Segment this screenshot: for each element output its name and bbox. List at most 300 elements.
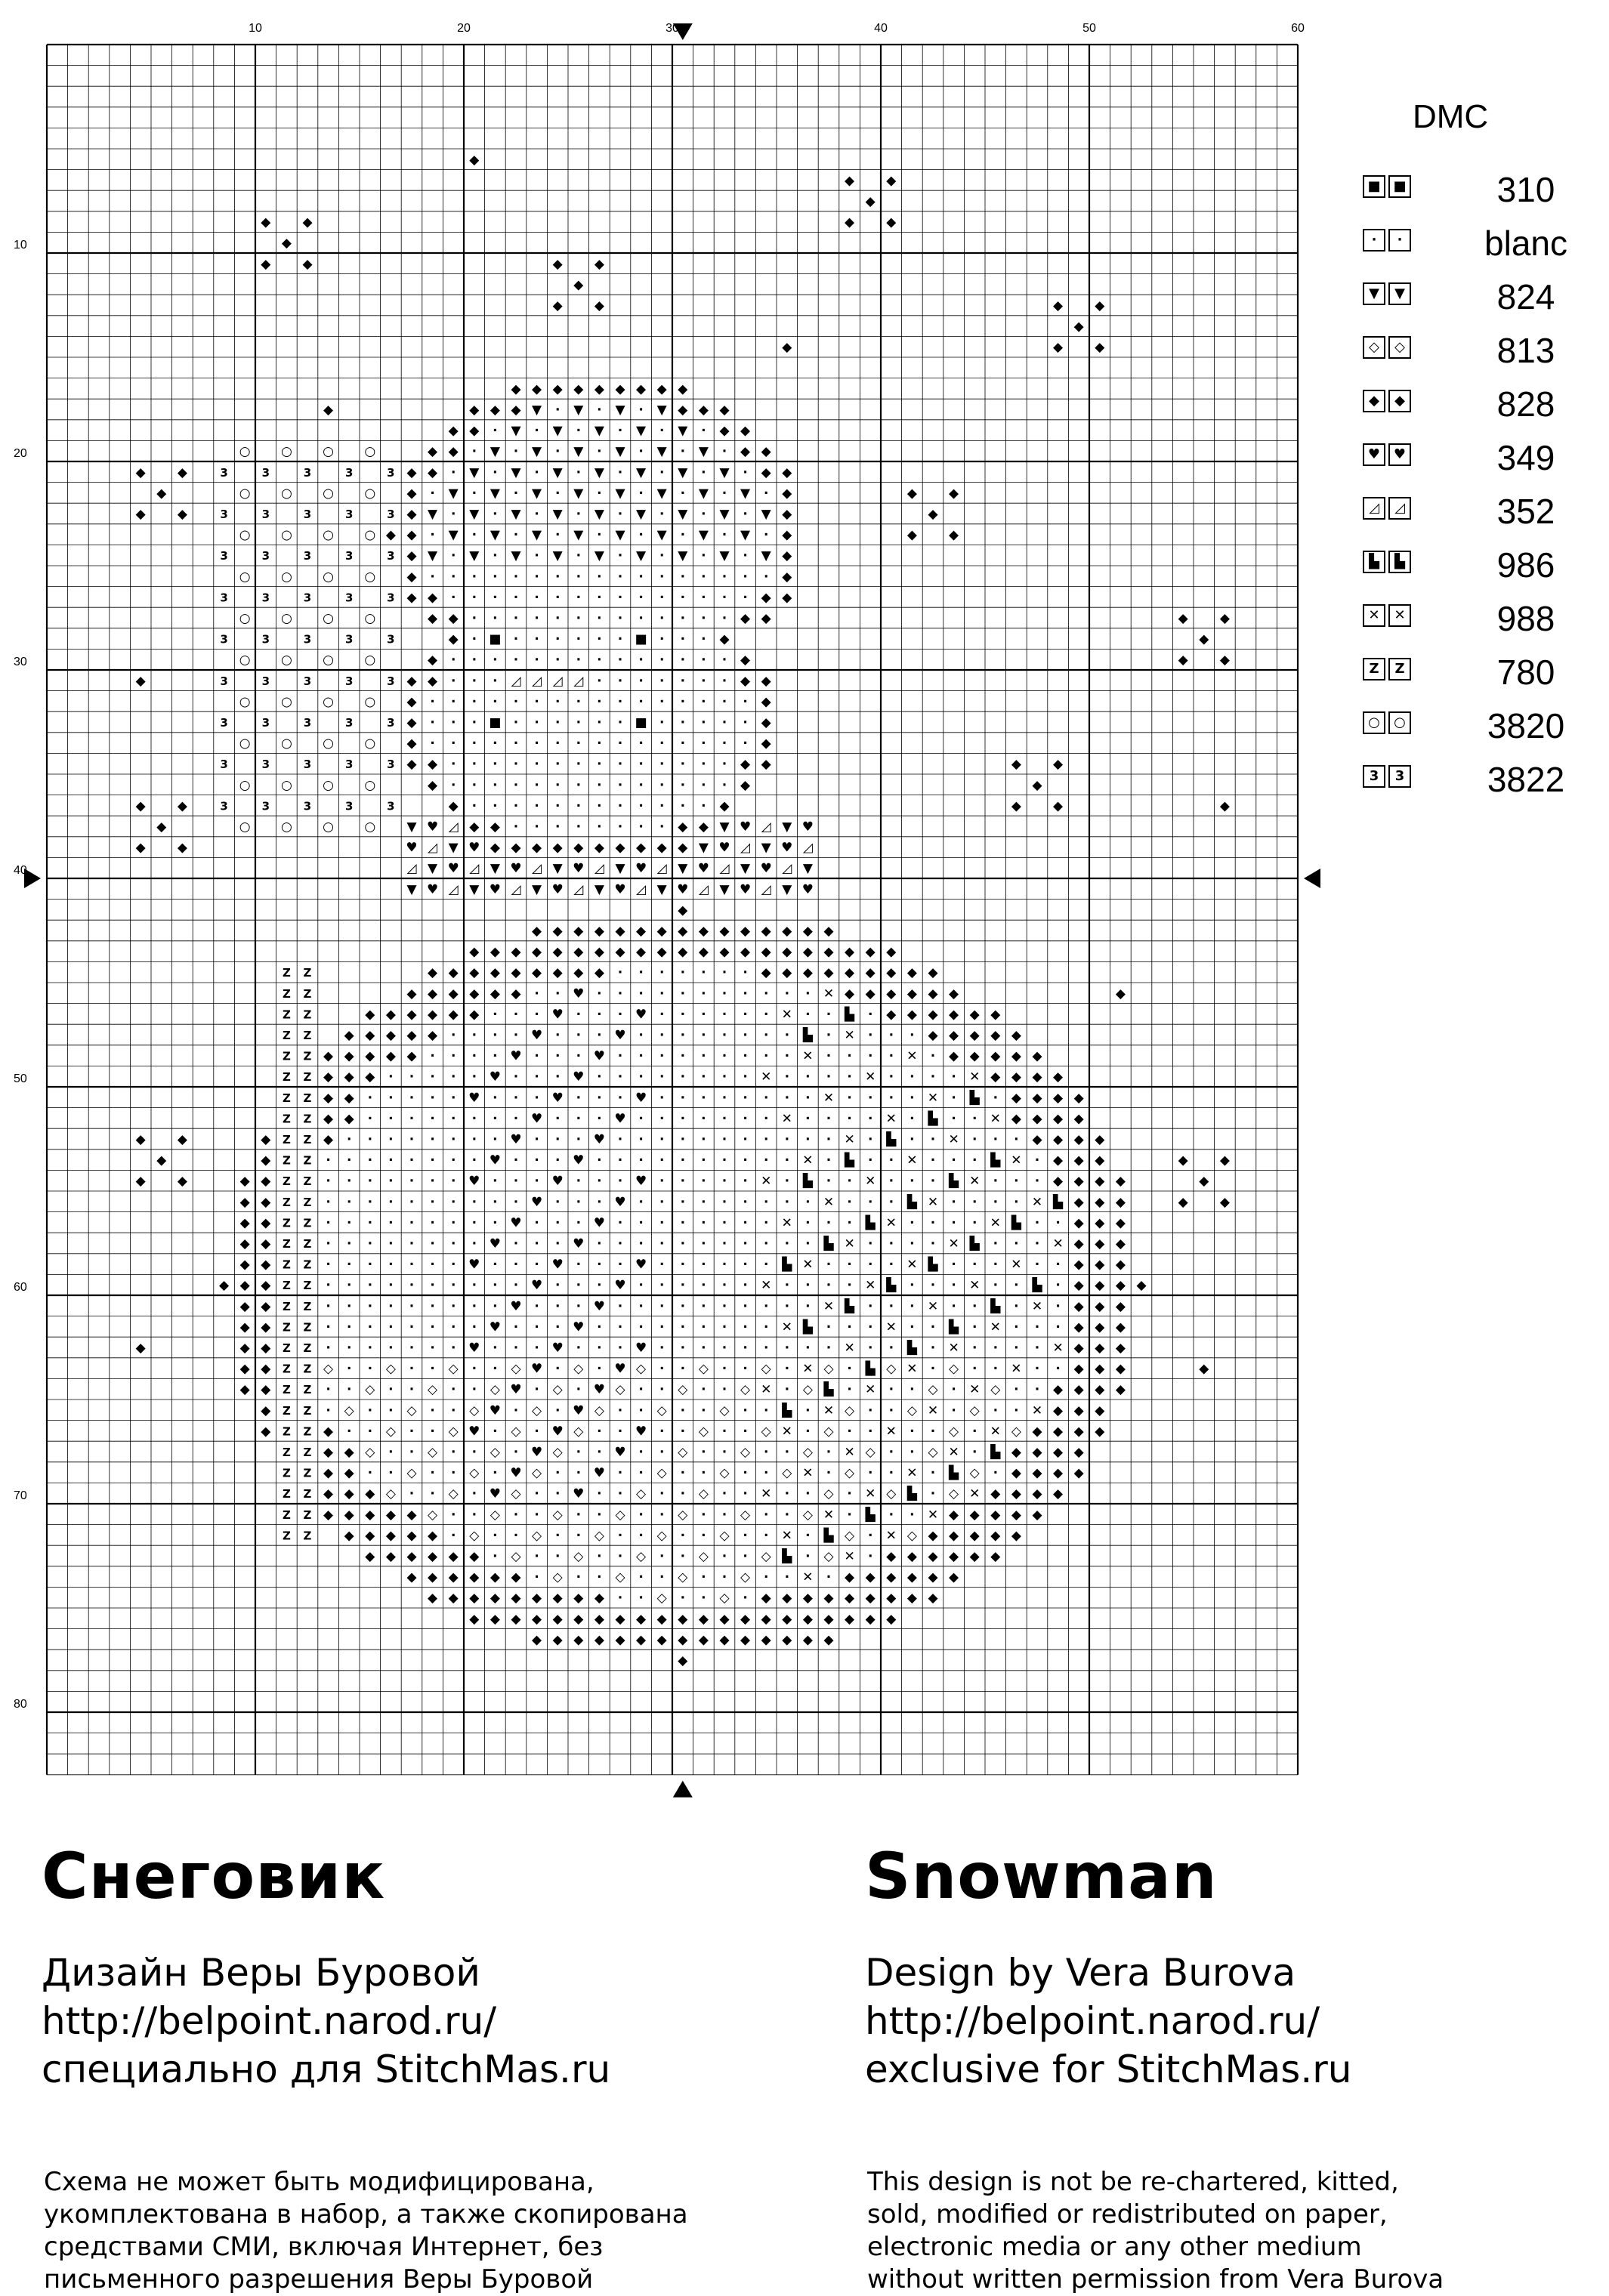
stitch-symbol: ◆ bbox=[886, 1611, 897, 1627]
stitch-symbol: ✕ bbox=[781, 1424, 792, 1440]
stitch-symbol: · bbox=[784, 1194, 790, 1210]
stitch-symbol: · bbox=[576, 653, 582, 668]
stitch-symbol: ◆ bbox=[573, 277, 584, 293]
stitch-symbol: · bbox=[367, 1215, 373, 1231]
stitch-symbol: · bbox=[554, 798, 561, 814]
stitch-symbol: · bbox=[617, 1591, 623, 1606]
stitch-symbol: · bbox=[743, 1028, 748, 1043]
stitch-symbol: ○ bbox=[280, 527, 292, 543]
stitch-symbol: ◆ bbox=[489, 944, 500, 960]
stitch-symbol: · bbox=[576, 1278, 582, 1294]
stitch-symbol: ▙ bbox=[906, 1194, 917, 1210]
stitch-symbol: ▙ bbox=[990, 1298, 1001, 1314]
stitch-symbol: · bbox=[450, 507, 456, 522]
stitch-symbol: · bbox=[513, 1236, 519, 1251]
stitch-symbol: ○ bbox=[239, 486, 251, 501]
legend-swatch bbox=[1363, 658, 1414, 680]
stitch-symbol: · bbox=[554, 611, 561, 626]
stitch-symbol: · bbox=[326, 1319, 331, 1335]
stitch-symbol: ◆ bbox=[448, 611, 459, 626]
stitch-symbol: · bbox=[471, 673, 477, 689]
stitch-symbol: ◇ bbox=[678, 1445, 688, 1460]
stitch-symbol: ◆ bbox=[1073, 1132, 1084, 1147]
stitch-symbol: ▙ bbox=[928, 1257, 938, 1273]
stitch-symbol: ▼ bbox=[678, 464, 688, 480]
stitch-symbol: ✕ bbox=[927, 1194, 939, 1210]
stitch-symbol: · bbox=[1034, 1215, 1040, 1231]
stitch-symbol: ◆ bbox=[1011, 1486, 1021, 1502]
stitch-symbol: · bbox=[617, 965, 623, 981]
stitch-symbol: ◆ bbox=[552, 924, 563, 939]
stitch-symbol: · bbox=[701, 1048, 706, 1064]
stitch-symbol: · bbox=[701, 1528, 706, 1544]
stitch-symbol: ✕ bbox=[1031, 1403, 1043, 1418]
stitch-symbol: · bbox=[680, 631, 686, 647]
stitch-symbol: ◇ bbox=[594, 1528, 604, 1544]
stitch-symbol: · bbox=[721, 1341, 727, 1356]
stitch-symbol: · bbox=[597, 1319, 602, 1335]
stitch-symbol: ◆ bbox=[1011, 1528, 1021, 1544]
stitch-symbol: · bbox=[638, 569, 644, 585]
stitch-symbol: ◆ bbox=[406, 548, 417, 564]
stitch-symbol: ◆ bbox=[261, 1132, 271, 1147]
stitch-symbol: ◆ bbox=[156, 1153, 167, 1168]
stitch-symbol: · bbox=[743, 1153, 748, 1168]
stitch-symbol: · bbox=[617, 1048, 623, 1064]
stitch-symbol: · bbox=[534, 464, 539, 480]
stitch-symbol: · bbox=[701, 736, 706, 751]
stitch-symbol: ◆ bbox=[261, 214, 271, 230]
stitch-symbol: · bbox=[450, 1194, 456, 1210]
stitch-symbol: · bbox=[721, 986, 727, 1001]
stitch-symbol: ◆ bbox=[1219, 1194, 1230, 1210]
stitch-symbol: · bbox=[784, 1174, 790, 1190]
stitch-symbol: ◆ bbox=[615, 944, 625, 960]
stitch-symbol: ◆ bbox=[594, 256, 604, 272]
legend-code: 824 bbox=[1496, 277, 1555, 316]
stitch-symbol: · bbox=[930, 1069, 936, 1085]
stitch-symbol: ○ bbox=[280, 819, 292, 835]
stitch-symbol: ◇ bbox=[949, 1361, 959, 1377]
stitch-symbol: ◆ bbox=[1053, 1111, 1064, 1127]
stitch-symbol: ◆ bbox=[469, 152, 480, 168]
stitch-symbol: ◆ bbox=[365, 1528, 375, 1544]
stitch-symbol: ◆ bbox=[949, 986, 959, 1001]
stitch-symbol: 3 bbox=[303, 674, 312, 688]
stitch-symbol: ◇ bbox=[845, 1403, 855, 1418]
stitch-symbol: ◆ bbox=[1053, 1090, 1064, 1106]
stitch-symbol: ▙ bbox=[865, 1361, 876, 1377]
stitch-symbol: Z bbox=[303, 1091, 312, 1105]
stitch-symbol: ✕ bbox=[948, 1341, 959, 1356]
stitch-symbol: · bbox=[867, 1298, 873, 1314]
stitch-symbol: ▼ bbox=[594, 881, 604, 897]
stitch-symbol: · bbox=[763, 1028, 769, 1043]
stitch-symbol: · bbox=[388, 1278, 394, 1294]
stitch-symbol: · bbox=[930, 1174, 936, 1190]
stitch-symbol: ✕ bbox=[844, 1028, 855, 1043]
stitch-symbol: · bbox=[951, 1111, 956, 1127]
stitch-symbol: · bbox=[701, 1341, 706, 1356]
stitch-symbol: ◆ bbox=[469, 423, 480, 439]
stitch-symbol: · bbox=[701, 1298, 706, 1314]
stitch-symbol: · bbox=[617, 569, 623, 585]
stitch-symbol: ◆ bbox=[406, 569, 417, 585]
stitch-symbol: Z bbox=[282, 1174, 291, 1189]
column-number: 10 bbox=[249, 22, 262, 35]
stitch-symbol: · bbox=[721, 1236, 727, 1251]
stitch-symbol: · bbox=[701, 1090, 706, 1106]
stitch-symbol: · bbox=[597, 1069, 602, 1085]
stitch-symbol: · bbox=[493, 757, 498, 773]
stitch-symbol: · bbox=[763, 1465, 769, 1481]
stitch-symbol: · bbox=[471, 798, 477, 814]
stitch-symbol: ▼ bbox=[615, 486, 625, 501]
stitch-symbol: · bbox=[701, 673, 706, 689]
stitch-symbol: ◇ bbox=[656, 1591, 667, 1606]
stitch-symbol: · bbox=[367, 1361, 373, 1377]
stitch-symbol: · bbox=[971, 1257, 977, 1273]
stitch-symbol: ◿ bbox=[511, 881, 521, 897]
stitch-symbol: ◆ bbox=[511, 944, 521, 960]
stitch-symbol: · bbox=[450, 1028, 456, 1043]
stitch-symbol: · bbox=[993, 1236, 999, 1251]
stitch-symbol: · bbox=[493, 1028, 498, 1043]
stitch-symbol: ◆ bbox=[1011, 1048, 1021, 1064]
stitch-symbol: · bbox=[721, 444, 727, 460]
stitch-symbol: · bbox=[388, 1465, 394, 1481]
stitch-symbol: 3 bbox=[261, 758, 270, 772]
stitch-symbol: ◆ bbox=[323, 403, 334, 418]
row-number: 70 bbox=[14, 1489, 27, 1502]
stitch-symbol: ▙ bbox=[928, 1111, 938, 1127]
stitch-symbol: ◆ bbox=[1073, 1361, 1084, 1377]
stitch-symbol: ◆ bbox=[1011, 1069, 1021, 1085]
stitch-symbol: ○ bbox=[364, 527, 376, 543]
stitch-symbol: · bbox=[951, 1403, 956, 1418]
stitch-symbol: ◆ bbox=[344, 1111, 354, 1127]
stitch-symbol: · bbox=[826, 1153, 832, 1168]
stitch-symbol: · bbox=[450, 1382, 456, 1398]
stitch-symbol: · bbox=[971, 1319, 977, 1335]
stitch-symbol: · bbox=[326, 1257, 331, 1273]
stitch-symbol: ✕ bbox=[844, 1236, 855, 1251]
stitch-symbol: ◆ bbox=[406, 1569, 417, 1585]
stitch-symbol: · bbox=[430, 1048, 435, 1064]
stitch-symbol: · bbox=[617, 1257, 623, 1273]
stitch-symbol: · bbox=[554, 1319, 561, 1335]
column-number: 40 bbox=[874, 22, 888, 35]
stitch-symbol: · bbox=[701, 1507, 706, 1523]
stitch-symbol: · bbox=[847, 1090, 852, 1106]
stitch-symbol: ♥ bbox=[489, 1069, 502, 1085]
stitch-symbol: ◆ bbox=[177, 798, 187, 814]
stitch-symbol: · bbox=[367, 1319, 373, 1335]
stitch-symbol: ◆ bbox=[323, 1486, 334, 1502]
stitch-symbol: ◆ bbox=[886, 1007, 897, 1023]
stitch-symbol: · bbox=[346, 1298, 352, 1314]
stitch-symbol: ◆ bbox=[969, 1028, 980, 1043]
stitch-symbol: · bbox=[867, 1549, 873, 1564]
stitch-symbol: ◆ bbox=[135, 1341, 146, 1356]
stitch-symbol: ◇ bbox=[719, 1403, 730, 1418]
stitch-symbol: · bbox=[888, 1236, 894, 1251]
stitch-symbol: ◿ bbox=[740, 840, 751, 856]
stitch-symbol: · bbox=[659, 653, 665, 668]
stitch-symbol: ◆ bbox=[448, 1591, 459, 1606]
stitch-symbol: ✕ bbox=[823, 986, 835, 1001]
stitch-symbol: · bbox=[430, 694, 435, 710]
stitch-symbol: ◆ bbox=[385, 1028, 396, 1043]
stitch-symbol: ✕ bbox=[969, 1278, 981, 1294]
stitch-symbol: · bbox=[326, 1215, 331, 1231]
stitch-symbol: · bbox=[388, 1382, 394, 1398]
stitch-symbol: · bbox=[721, 569, 727, 585]
stitch-symbol: ▙ bbox=[845, 1298, 855, 1314]
stitch-symbol: ◆ bbox=[698, 944, 709, 960]
stitch-symbol: ◆ bbox=[740, 1632, 751, 1648]
stitch-symbol: ◆ bbox=[615, 381, 625, 397]
stitch-symbol: · bbox=[659, 1569, 665, 1585]
stitch-symbol: ◇ bbox=[802, 1382, 813, 1398]
stitch-symbol: · bbox=[743, 1403, 748, 1418]
stitch-symbol: ◆ bbox=[1178, 1194, 1188, 1210]
stitch-symbol: ▼ bbox=[594, 423, 604, 439]
stitch-symbol: ◆ bbox=[906, 527, 917, 543]
stitch-symbol: ◇ bbox=[428, 1507, 438, 1523]
stitch-symbol: ✕ bbox=[885, 1424, 897, 1440]
stitch-symbol: ✕ bbox=[969, 1174, 981, 1190]
stitch-symbol: · bbox=[576, 1569, 582, 1585]
stitch-symbol: · bbox=[638, 757, 644, 773]
stitch-symbol: ◆ bbox=[302, 256, 313, 272]
stitch-symbol: · bbox=[367, 1194, 373, 1210]
stitch-symbol: · bbox=[867, 1528, 873, 1544]
stitch-symbol: ✕ bbox=[969, 1382, 981, 1398]
stitch-symbol: · bbox=[1034, 1319, 1040, 1335]
stitch-symbol: ◆ bbox=[1053, 1445, 1064, 1460]
stitch-symbol: · bbox=[888, 1174, 894, 1190]
stitch-symbol: ◆ bbox=[406, 486, 417, 501]
stitch-symbol: · bbox=[471, 444, 477, 460]
stitch-symbol: · bbox=[388, 1069, 394, 1085]
stitch-symbol: · bbox=[1034, 1174, 1040, 1190]
stitch-symbol: · bbox=[430, 1403, 435, 1418]
stitch-symbol: · bbox=[638, 1048, 644, 1064]
stitch-symbol: ◆ bbox=[261, 1319, 271, 1335]
stitch-symbol: ◆ bbox=[552, 1632, 563, 1648]
stitch-symbol: Z bbox=[282, 1008, 291, 1022]
stitch-symbol: ◆ bbox=[406, 715, 417, 730]
stitch-symbol: · bbox=[659, 1048, 665, 1064]
stitch-symbol: · bbox=[847, 1361, 852, 1377]
stitch-symbol: · bbox=[951, 1194, 956, 1210]
stitch-symbol: · bbox=[680, 1215, 686, 1231]
stitch-symbol: ◇ bbox=[594, 1403, 604, 1418]
stitch-symbol: · bbox=[867, 1465, 873, 1481]
stitch-symbol: ◇ bbox=[469, 1528, 480, 1544]
stitch-symbol: 3 bbox=[303, 716, 312, 730]
notice-line: This design is not be re-chartered, kitted, bbox=[867, 2167, 1399, 2197]
stitch-symbol: ♥ bbox=[489, 1153, 502, 1168]
stitch-symbol: ♥ bbox=[551, 1174, 564, 1190]
legend-swatch bbox=[1363, 282, 1414, 305]
stitch-symbol: · bbox=[493, 464, 498, 480]
stitch-symbol: ◆ bbox=[906, 986, 917, 1001]
stitch-symbol: ◆ bbox=[698, 819, 709, 835]
legend-symbol: ✕ bbox=[1388, 604, 1411, 627]
stitch-symbol: · bbox=[638, 1298, 644, 1314]
stitch-symbol: · bbox=[680, 1069, 686, 1085]
stitch-symbol: · bbox=[721, 1319, 727, 1335]
stitch-symbol: · bbox=[763, 1048, 769, 1064]
stitch-symbol: · bbox=[534, 653, 539, 668]
stitch-symbol: ◆ bbox=[782, 507, 792, 522]
stitch-symbol: · bbox=[721, 715, 727, 730]
stitch-symbol: ▼ bbox=[719, 881, 730, 897]
stitch-symbol: ✕ bbox=[948, 1132, 959, 1147]
stitch-symbol: · bbox=[597, 590, 602, 606]
stitch-symbol: ◆ bbox=[428, 777, 438, 793]
stitch-symbol: ◆ bbox=[261, 1174, 271, 1190]
stitch-symbol: ▼ bbox=[636, 423, 647, 439]
stitch-symbol: ✕ bbox=[948, 1445, 959, 1460]
stitch-symbol: ◿ bbox=[656, 861, 667, 877]
stitch-symbol: · bbox=[513, 1007, 519, 1023]
stitch-symbol: · bbox=[534, 1090, 539, 1106]
stitch-symbol: ▼ bbox=[532, 486, 542, 501]
stitch-symbol: · bbox=[784, 1048, 790, 1064]
legend-symbol: ■ bbox=[1363, 175, 1385, 198]
stitch-symbol: · bbox=[513, 611, 519, 626]
stitch-symbol: ✕ bbox=[927, 1507, 939, 1523]
stitch-symbol: ◆ bbox=[261, 1236, 271, 1251]
stitch-symbol: · bbox=[721, 757, 727, 773]
stitch-symbol: ◆ bbox=[1011, 1028, 1021, 1043]
stitch-symbol: · bbox=[971, 1194, 977, 1210]
stitch-symbol: 3 bbox=[303, 591, 312, 605]
legend-symbol: ▼ bbox=[1363, 282, 1385, 305]
stitch-symbol: · bbox=[513, 1507, 519, 1523]
stitch-symbol: · bbox=[493, 1215, 498, 1231]
stitch-symbol: ▼ bbox=[552, 423, 563, 439]
stitch-symbol: ▼ bbox=[761, 507, 771, 522]
stitch-symbol: · bbox=[659, 1194, 665, 1210]
stitch-symbol: ◇ bbox=[406, 1403, 417, 1418]
stitch-symbol: ◿ bbox=[448, 819, 459, 835]
stitch-symbol: ◆ bbox=[1032, 1486, 1042, 1502]
stitch-symbol: ◆ bbox=[1095, 1257, 1105, 1273]
stitch-symbol: · bbox=[680, 611, 686, 626]
stitch-symbol: ◆ bbox=[261, 1382, 271, 1398]
stitch-symbol: ◆ bbox=[990, 1028, 1001, 1043]
stitch-symbol: · bbox=[910, 1424, 915, 1440]
stitch-symbol: ○ bbox=[280, 486, 292, 501]
column-number: 30 bbox=[666, 22, 679, 35]
stitch-symbol: · bbox=[346, 1319, 352, 1335]
stitch-symbol: ✕ bbox=[1011, 1361, 1022, 1377]
stitch-symbol: ◇ bbox=[802, 1445, 813, 1460]
stitch-symbol: ✕ bbox=[885, 1528, 897, 1544]
stitch-symbol: ◇ bbox=[740, 1507, 751, 1523]
stitch-symbol: ▼ bbox=[656, 403, 667, 418]
stitch-symbol: · bbox=[638, 611, 644, 626]
stitch-symbol: ▼ bbox=[656, 444, 667, 460]
stitch-symbol: · bbox=[534, 1215, 539, 1231]
stitch-symbol: · bbox=[430, 1194, 435, 1210]
stitch-symbol: · bbox=[513, 527, 519, 543]
stitch-symbol: · bbox=[638, 1445, 644, 1460]
stitch-symbol: ◆ bbox=[365, 1007, 375, 1023]
stitch-symbol: · bbox=[471, 694, 477, 710]
stitch-symbol: · bbox=[805, 1298, 811, 1314]
stitch-symbol: ▙ bbox=[823, 1528, 834, 1544]
stitch-symbol: · bbox=[617, 423, 623, 439]
stitch-symbol: ✕ bbox=[761, 1174, 772, 1190]
stitch-symbol: ◆ bbox=[740, 653, 751, 668]
stitch-symbol: · bbox=[659, 986, 665, 1001]
stitch-symbol: 3 bbox=[303, 758, 312, 772]
stitch-symbol: · bbox=[701, 1069, 706, 1085]
stitch-symbol: ◇ bbox=[698, 1486, 709, 1502]
stitch-symbol: 3 bbox=[303, 632, 312, 647]
stitch-symbol: ♥ bbox=[551, 881, 564, 897]
stitch-symbol: · bbox=[743, 1194, 748, 1210]
legend-symbol: 3 bbox=[1363, 765, 1385, 788]
stitch-symbol: · bbox=[1014, 1236, 1019, 1251]
stitch-symbol: · bbox=[576, 819, 582, 835]
stitch-symbol: ▼ bbox=[552, 548, 563, 564]
legend-symbol: Z bbox=[1363, 658, 1385, 680]
stitch-symbol: ◆ bbox=[990, 1528, 1001, 1544]
stitch-symbol: ◆ bbox=[1136, 1278, 1147, 1294]
stitch-symbol: ◇ bbox=[636, 1549, 647, 1564]
stitch-symbol: ♥ bbox=[489, 1319, 502, 1335]
stitch-symbol: ◿ bbox=[406, 861, 417, 877]
stitch-symbol: · bbox=[493, 1194, 498, 1210]
stitch-symbol: · bbox=[701, 1465, 706, 1481]
stitch-symbol: · bbox=[430, 1153, 435, 1168]
stitch-symbol: · bbox=[576, 736, 582, 751]
stitch-symbol: · bbox=[554, 1465, 561, 1481]
stitch-symbol: ▼ bbox=[532, 527, 542, 543]
stitch-symbol: · bbox=[659, 1132, 665, 1147]
stitch-symbol: ◆ bbox=[1073, 1445, 1084, 1460]
stitch-symbol: · bbox=[743, 1236, 748, 1251]
stitch-symbol: ▙ bbox=[1053, 1194, 1064, 1210]
stitch-symbol: ◆ bbox=[740, 924, 751, 939]
stitch-symbol: ◆ bbox=[406, 736, 417, 751]
stitch-symbol: · bbox=[659, 1028, 665, 1043]
stitch-symbol: · bbox=[597, 1236, 602, 1251]
stitch-symbol: · bbox=[409, 1132, 415, 1147]
stitch-symbol: ◆ bbox=[406, 694, 417, 710]
stitch-symbol: ♥ bbox=[406, 840, 418, 856]
stitch-symbol: ◆ bbox=[802, 924, 813, 939]
stitch-symbol: · bbox=[1014, 1403, 1019, 1418]
stitch-symbol: · bbox=[659, 1236, 665, 1251]
stitch-symbol: Z bbox=[303, 1237, 312, 1251]
stitch-symbol: ✕ bbox=[1011, 1153, 1022, 1168]
stitch-symbol: · bbox=[346, 1382, 352, 1398]
stitch-symbol: ◆ bbox=[469, 403, 480, 418]
stitch-symbol: · bbox=[784, 1153, 790, 1168]
stitch-symbol: ◆ bbox=[678, 903, 688, 918]
stitch-symbol: Z bbox=[282, 1487, 291, 1501]
stitch-symbol: ◆ bbox=[323, 1507, 334, 1523]
stitch-symbol: · bbox=[721, 1382, 727, 1398]
stitch-symbol: ◆ bbox=[1095, 1174, 1105, 1190]
